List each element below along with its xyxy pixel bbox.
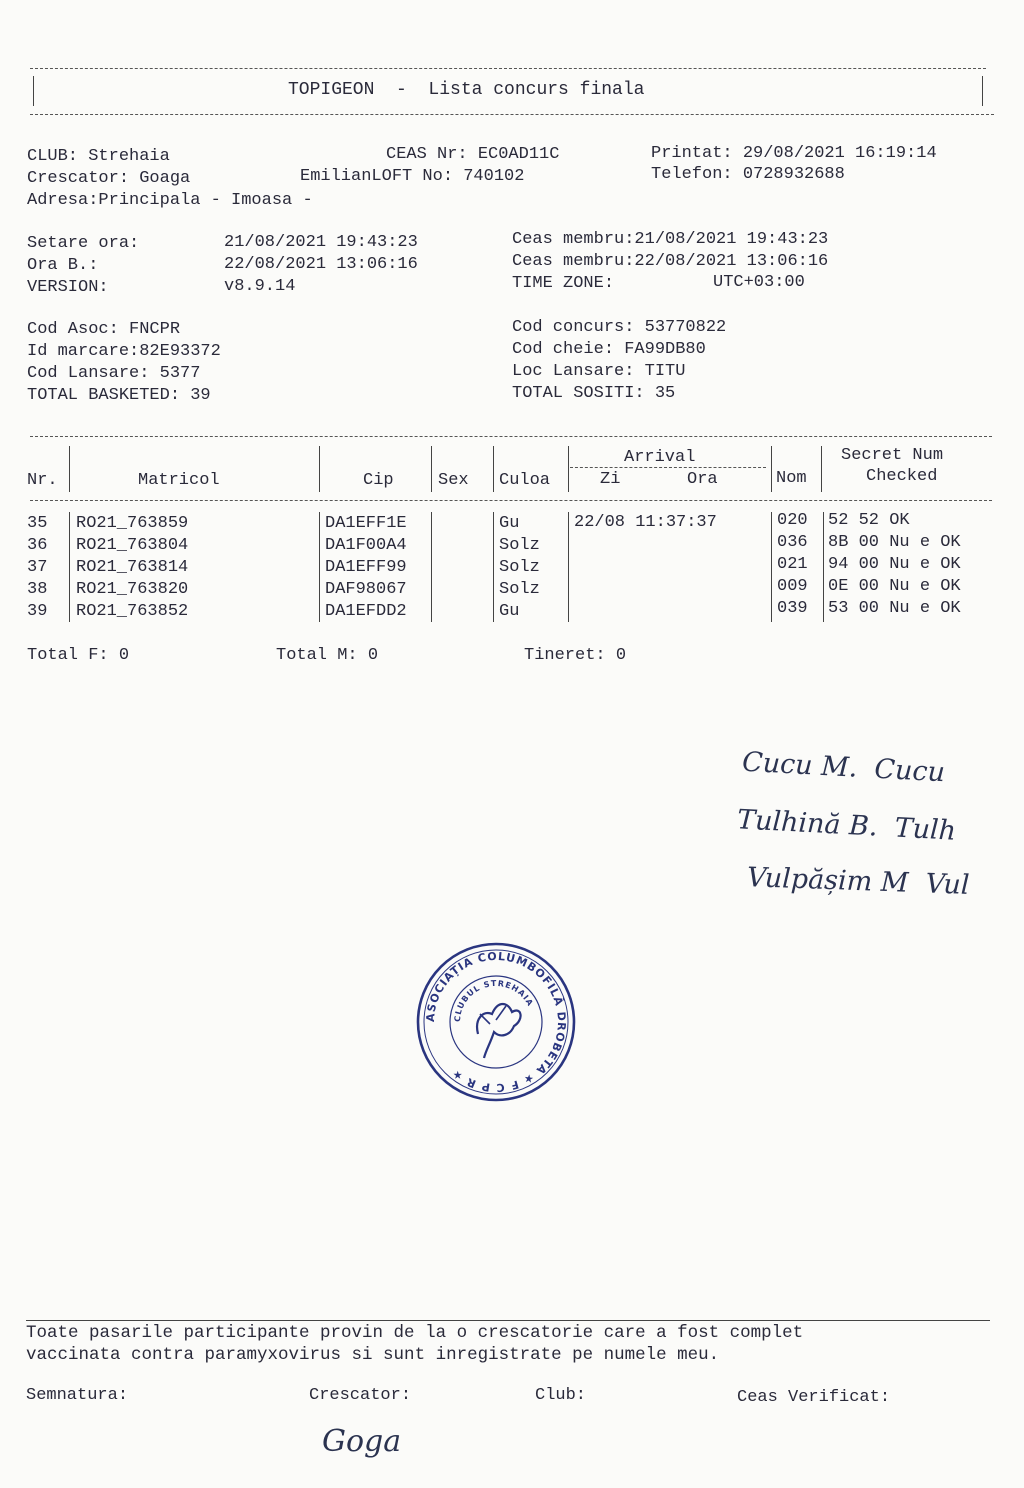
cell-culoa: Solz [499, 536, 540, 555]
col-sep [568, 512, 569, 622]
page-title: TOPIGEON - Lista concurs finala [288, 80, 645, 100]
col-sep [823, 512, 824, 622]
svg-text:CLUBUL STREHAIA [453, 979, 535, 1022]
cell-cip: DA1F00A4 [325, 536, 407, 555]
col-sep [431, 446, 432, 492]
col-sep [493, 512, 494, 622]
club-name: CLUB: Strehaia [27, 147, 170, 166]
setare-ora-value: 21/08/2021 19:43:23 [224, 233, 418, 252]
vaccination-statement-2: vaccinata contra paramyxovirus si sunt inregistrate pe numele meu. [26, 1345, 720, 1365]
cell-nom: 039 [777, 599, 808, 618]
total-sositi: TOTAL SOSITI: 35 [512, 384, 676, 403]
ceas-membru-2: Ceas membru:22/08/2021 13:06:16 [512, 252, 829, 271]
cell-nom: 020 [777, 511, 808, 530]
cell-matricol: RO21_763852 [76, 602, 189, 621]
cell-matricol: RO21_763859 [76, 514, 189, 533]
cell-matricol: RO21_763804 [76, 536, 189, 555]
cell-secret: 0E 00 Nu e OK [828, 577, 961, 596]
adresa: Adresa:Principala - Imoasa - [27, 191, 313, 210]
col-checked: Checked [866, 467, 938, 486]
col-ora: Ora [687, 470, 718, 489]
time-zone-value: UTC+03:00 [713, 273, 805, 292]
svg-text:ASOCIAȚIA COLUMBOFILĂ DROBETA [424, 950, 568, 1094]
cell-matricol: RO21_763814 [76, 558, 189, 577]
table-header-border [30, 500, 992, 501]
cell-matricol: RO21_763820 [76, 580, 189, 599]
cell-nr: 39 [27, 602, 48, 621]
cod-cheie: Cod cheie: FA99DB80 [512, 340, 706, 359]
total-basketed: TOTAL BASKETED: 39 [27, 386, 211, 405]
cell-secret: 94 00 Nu e OK [828, 555, 961, 574]
col-sep [431, 512, 432, 622]
cell-cip: DA1EFF1E [325, 514, 407, 533]
cell-secret: 53 00 Nu e OK [828, 599, 961, 618]
cod-asoc: Cod Asoc: FNCPR [27, 320, 181, 339]
col-secret-num: Secret Num [841, 446, 944, 465]
col-culoa: Culoa [499, 471, 551, 490]
col-sep [771, 446, 772, 492]
version-value: v8.9.14 [224, 277, 296, 296]
col-sep [771, 512, 772, 622]
telefon: Telefon: 0728932688 [651, 165, 845, 184]
cell-culoa: Gu [499, 514, 520, 533]
cell-cip: DAF98067 [325, 580, 407, 599]
ora-b-value: 22/08/2021 13:06:16 [224, 255, 418, 274]
header-top-border [30, 68, 986, 69]
cell-secret: 8B 00 Nu e OK [828, 533, 961, 552]
crescator: Crescator: Goaga [27, 169, 191, 188]
col-sex: Sex [438, 471, 469, 490]
cell-arrival: 22/08 11:37:37 [574, 513, 717, 532]
header-left-border [33, 76, 34, 106]
col-arrival: Arrival [624, 448, 696, 467]
id-marcare: Id marcare:82E93372 [27, 342, 221, 361]
time-zone-label: TIME ZONE: [512, 274, 615, 293]
club-stamp [414, 940, 578, 1104]
crescator-signature: Goga [322, 1424, 402, 1459]
header-bottom-border [30, 114, 994, 115]
header-right-border [982, 76, 983, 106]
total-f: Total F: 0 [27, 646, 130, 665]
ora-b-label: Ora B.: [27, 256, 99, 275]
tineret: Tineret: 0 [524, 646, 627, 665]
cell-cip: DA1EFF99 [325, 558, 407, 577]
signature-cucu: Cucu M. Cucu [741, 746, 946, 789]
cell-nr: 35 [27, 514, 48, 533]
loc-lansare: Loc Lansare: TITU [512, 362, 686, 381]
cell-nr: 36 [27, 536, 48, 555]
col-sep [319, 446, 320, 492]
cell-secret: 52 52 OK [828, 511, 910, 530]
cell-nr: 37 [27, 558, 48, 577]
semnatura-label: Semnatura: [26, 1386, 129, 1405]
stamp-outer-text: ASOCIAȚIA COLUMBOFILĂ DROBETA ★ F C P R ★ [423, 949, 569, 1095]
col-sep [493, 446, 494, 492]
club-label: Club: [535, 1386, 587, 1405]
version-label: VERSION: [27, 278, 109, 297]
crescator-label: Crescator: [309, 1386, 412, 1405]
col-matricol: Matricol [138, 471, 220, 490]
setare-ora-label: Setare ora: [27, 234, 140, 253]
cell-nom: 009 [777, 577, 808, 596]
col-sep [69, 512, 70, 622]
cell-nom: 036 [777, 533, 808, 552]
signature-vulpasim: Vulpășim M Vul [746, 862, 970, 901]
ceas-membru-1: Ceas membru:21/08/2021 19:43:23 [512, 230, 829, 249]
cod-concurs: Cod concurs: 53770822 [512, 318, 727, 337]
cod-lansare: Cod Lansare: 5377 [27, 364, 201, 383]
stamp-seal-icon [414, 940, 578, 1104]
col-zi: Zi [600, 470, 621, 489]
loft-no: EmilianLOFT No: 740102 [300, 167, 525, 186]
signature-tulhina: Tulhină B. Tulh [736, 804, 957, 847]
footer-divider [26, 1320, 990, 1321]
cell-nr: 38 [27, 580, 48, 599]
ceas-verificat-label: Ceas Verificat: [737, 1388, 891, 1407]
col-sep [568, 446, 569, 492]
printat: Printat: 29/08/2021 16:19:14 [651, 144, 937, 163]
cell-culoa: Gu [499, 602, 520, 621]
cell-culoa: Solz [499, 558, 540, 577]
stamp-inner-text: CLUBUL STREHAIA [452, 978, 536, 1023]
col-sep [821, 446, 822, 492]
table-top-border [30, 436, 992, 437]
vaccination-statement-1: Toate pasarile participante provin de la o crescatorie care a fost complet [26, 1323, 804, 1343]
col-nr: Nr. [27, 471, 58, 490]
col-sep [319, 512, 320, 622]
cell-nom: 021 [777, 555, 808, 574]
cell-culoa: Solz [499, 580, 540, 599]
ceas-nr: CEAS Nr: EC0AD11C [386, 145, 560, 164]
col-cip: Cip [363, 471, 394, 490]
cell-cip: DA1EFDD2 [325, 602, 407, 621]
col-nom: Nom [776, 469, 807, 488]
total-m: Total M: 0 [276, 646, 379, 665]
col-sep [69, 446, 70, 492]
